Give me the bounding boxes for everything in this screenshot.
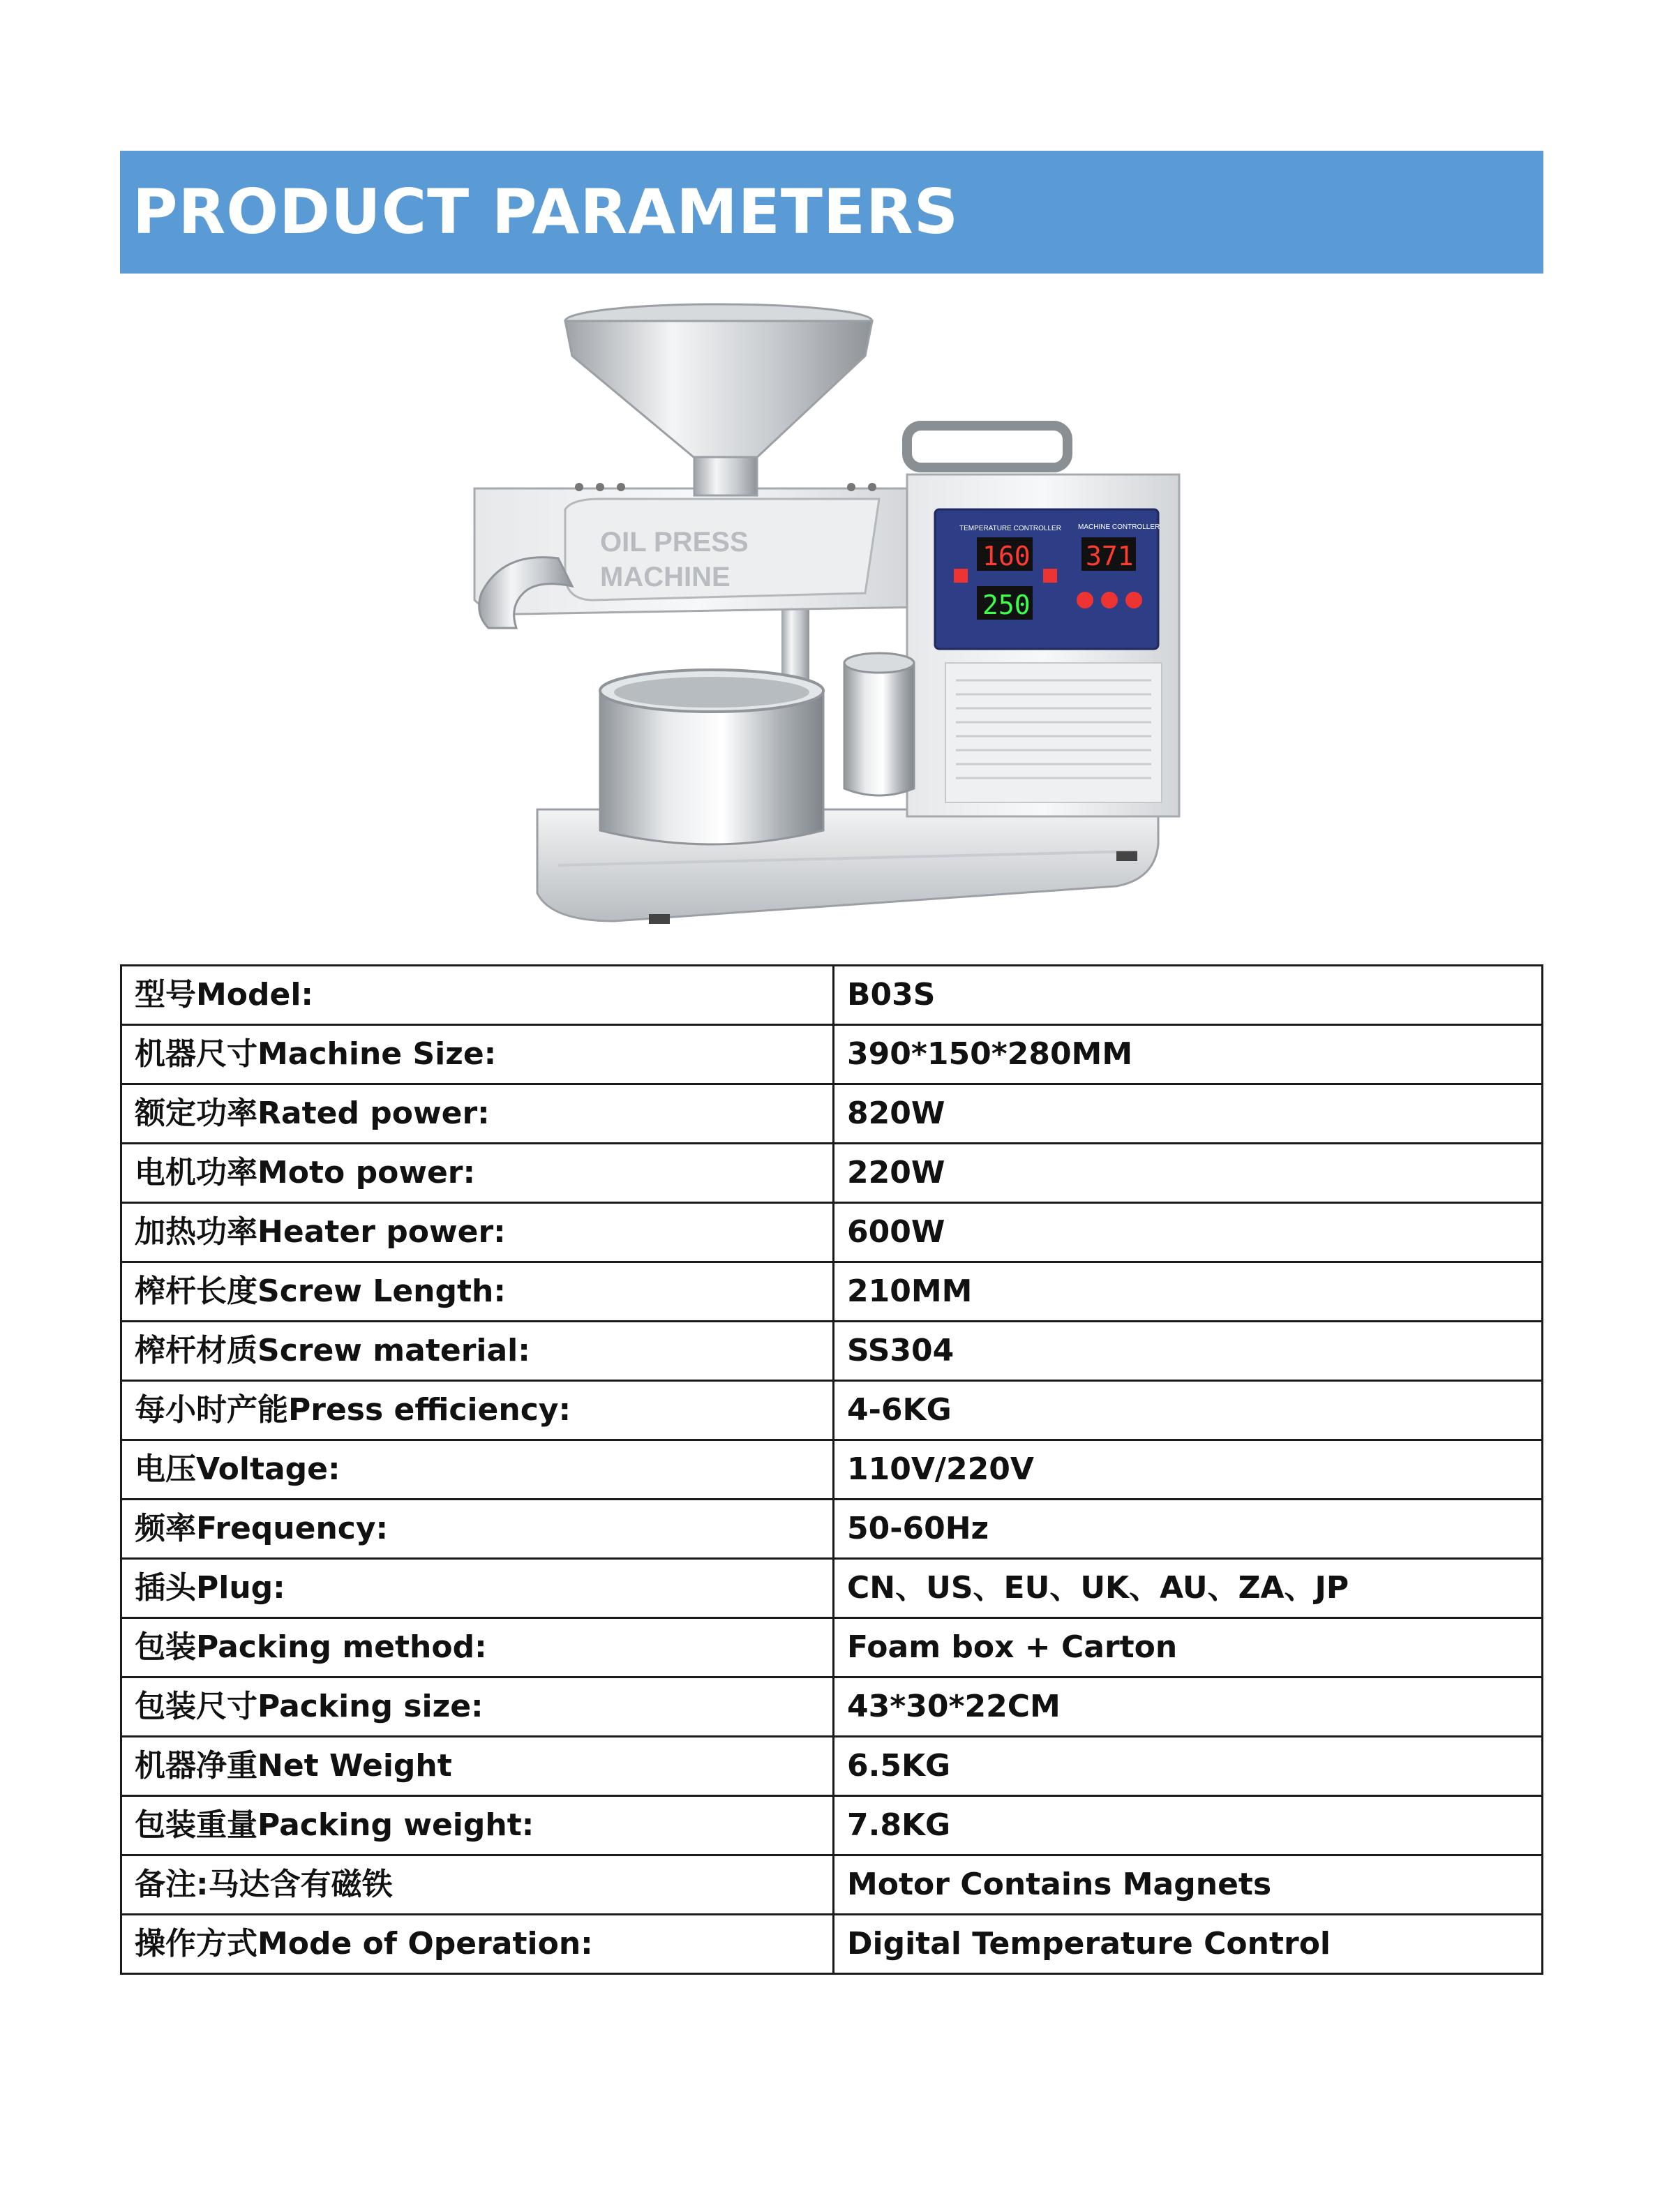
table-row [121,1855,1543,1915]
table-row [121,1025,1543,1084]
spec-label: 包装尺寸Packing size: [121,1677,834,1737]
page-title: PRODUCT PARAMETERS [133,176,959,248]
spec-label: 电机功率Moto power: [121,1144,834,1203]
spec-value: 4-6KG [834,1381,1543,1440]
table-row [121,966,1543,1025]
table-row [121,1915,1543,1974]
table-row [121,1322,1543,1381]
table-row [121,1737,1543,1796]
up-arrow-icon [954,569,968,583]
spec-value: 110V/220V [834,1440,1543,1500]
spec-label: 加热功率Heater power: [121,1203,834,1262]
spec-label: 机器净重Net Weight [121,1737,834,1796]
spec-label: 机器尺寸Machine Size: [121,1025,834,1084]
spec-value: 50-60Hz [834,1500,1543,1559]
table-row [121,1262,1543,1322]
spec-label: 榨杆长度Screw Length: [121,1262,834,1322]
spec-label: 榨杆材质Screw material: [121,1322,834,1381]
spec-label: 频率Frequency: [121,1500,834,1559]
spec-value: CN、US、EU、UK、AU、ZA、JP [834,1559,1543,1618]
title-banner [120,151,1543,274]
spec-value: 390*150*280MM [834,1025,1543,1084]
panel-right-header: MACHINE CONTROLLER [1078,523,1160,531]
spec-label: 备注:马达含有磁铁 [121,1855,834,1915]
spec-table [120,964,1543,1975]
spec-label: 型号Model: [121,966,834,1025]
spec-value: 220W [834,1144,1543,1203]
power-button-icon [1077,592,1093,608]
countdown-display: 371 [1086,541,1134,571]
setting-temp-display: 250 [982,590,1031,620]
spec-label: 每小时产能Press efficiency: [121,1381,834,1440]
spec-value: 43*30*22CM [834,1677,1543,1737]
hopper [565,304,872,495]
table-row [121,1440,1543,1500]
spec-label: 插头Plug: [121,1559,834,1618]
reverse-button-icon [1125,592,1142,608]
current-temp-display: 160 [982,541,1031,571]
table-row [121,1796,1543,1855]
press-button-icon [1101,592,1118,608]
panel-left-header: TEMPERATURE CONTROLLER [959,525,1061,532]
product-photo [419,300,1200,935]
spec-label: 额定功率Rated power: [121,1084,834,1144]
oil-cup-front [600,670,823,844]
spec-value: 600W [834,1203,1543,1262]
spec-value: Foam box + Carton [834,1618,1543,1677]
svg-text:MACHINE: MACHINE [600,562,731,592]
spec-value: 7.8KG [834,1796,1543,1855]
table-row [121,1618,1543,1677]
spec-label: 包装Packing method: [121,1618,834,1677]
control-box [907,426,1179,816]
spec-value: B03S [834,966,1543,1025]
spec-label: 电压Voltage: [121,1440,834,1500]
table-row [121,1203,1543,1262]
table-row [121,1381,1543,1440]
down-arrow-icon [1043,569,1057,583]
spec-value: 210MM [834,1262,1543,1322]
svg-text:OIL PRESS: OIL PRESS [600,527,749,558]
table-row [121,1144,1543,1203]
spec-label: 操作方式Mode of Operation: [121,1915,834,1974]
press-body [474,483,921,614]
spec-value: Motor Contains Magnets [834,1855,1543,1915]
spec-label: 包装重量Packing weight: [121,1796,834,1855]
spec-value: Digital Temperature Control [834,1915,1543,1974]
table-row [121,1084,1543,1144]
table-row [121,1677,1543,1737]
spec-value: 6.5KG [834,1737,1543,1796]
spec-value: 820W [834,1084,1543,1144]
spec-value: SS304 [834,1322,1543,1381]
table-row [121,1500,1543,1559]
table-row [121,1559,1543,1618]
oil-cup-back [844,653,914,795]
